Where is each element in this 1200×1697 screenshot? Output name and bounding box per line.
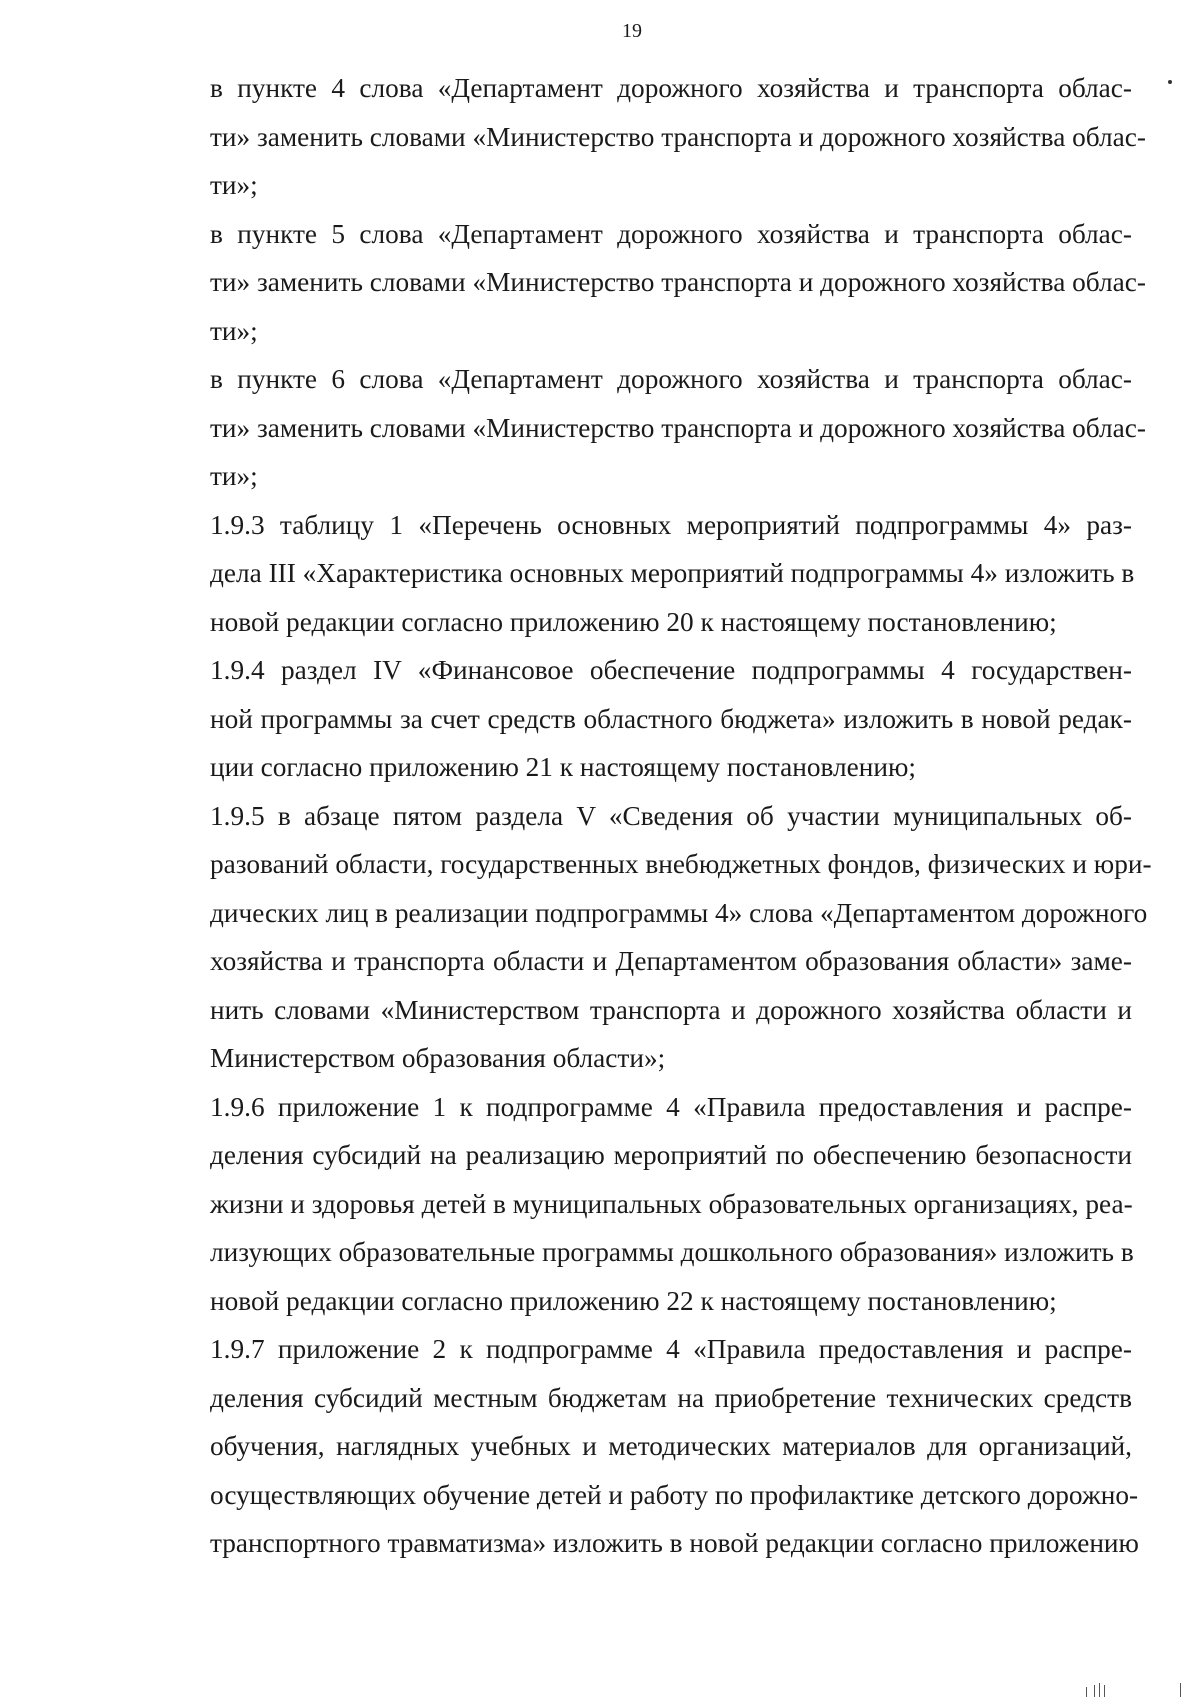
text-line: 1.9.3 таблицу 1 «Перечень основных мероприятий подпрограммы 4» раз-	[210, 509, 1132, 540]
paragraph	[142, 1325, 1139, 1568]
text-line: жизни и здоровья детей в муниципальных образовательных организациях, реа-	[210, 1188, 1133, 1219]
text-line: деления субсидий на реализацию мероприятий по обеспечению безопасности	[210, 1140, 1132, 1170]
document-body	[142, 64, 1152, 1568]
text-line: ти» заменить словами «Министерство транспорта и дорожного хозяйства облас-	[210, 267, 1146, 297]
text-line: ти» заменить словами «Министерство транспорта и дорожного хозяйства облас-	[210, 412, 1146, 443]
text-line: ции согласно приложению 21 к настоящему постановлению;	[210, 752, 916, 782]
text-line: лизующих образовательные программы дошкольного образования» изложить в	[210, 1237, 1134, 1267]
text-line: 1.9.5 в абзаце пятом раздела V «Сведения об участии муниципальных об-	[210, 800, 1132, 831]
text-line: новой редакции согласно приложению 20 к настоящему постановлению;	[210, 606, 1057, 637]
text-line: деления субсидий местным бюджетам на приобретение технических средств	[210, 1382, 1132, 1413]
text-line: новой редакции согласно приложению 22 к настоящему постановлению;	[210, 1285, 1057, 1316]
text-line: обучения, наглядных учебных и методических материалов для организаций,	[210, 1431, 1132, 1461]
paragraph	[142, 646, 1132, 792]
text-line: ти»;	[210, 315, 258, 346]
text-line: ной программы за счет средств областного бюджета» изложить в новой редак-	[210, 703, 1132, 734]
text-line: ти»;	[210, 461, 258, 491]
paragraph	[142, 792, 1152, 1083]
text-line: 1.9.7 приложение 2 к подпрограмме 4 «Правила предоставления и распре-	[210, 1334, 1132, 1364]
text-line: хозяйства и транспорта области и Департаментом образования области» заме-	[210, 946, 1132, 976]
text-line: ти»;	[210, 170, 258, 200]
paragraph	[142, 64, 1146, 210]
page-number: 19	[622, 20, 642, 42]
text-line: дела III «Характеристика основных мероприятий подпрограммы 4» изложить в	[210, 558, 1135, 588]
text-line: нить словами «Министерством транспорта и дорожного хозяйства области и	[210, 994, 1132, 1025]
scan-edge-marks	[1086, 1680, 1186, 1697]
text-line: в пункте 4 слова «Департамент дорожного хозяйства и транспорта облас-	[210, 73, 1132, 103]
text-line: разований области, государственных внебюджетных фондов, физических и юри-	[210, 849, 1152, 879]
margin-dot	[1168, 80, 1172, 84]
paragraph	[142, 355, 1146, 501]
paragraph	[142, 1083, 1132, 1326]
paragraph	[142, 501, 1135, 647]
text-line: транспортного травматизма» изложить в новой редакции согласно приложению	[210, 1528, 1139, 1558]
text-line: дических лиц в реализации подпрограммы 4» слова «Департаментом дорожного	[210, 897, 1148, 928]
text-line: 1.9.4 раздел IV «Финансовое обеспечение подпрограммы 4 государствен-	[210, 655, 1132, 685]
text-line: в пункте 5 слова «Департамент дорожного хозяйства и транспорта облас-	[210, 218, 1132, 249]
text-line: в пункте 6 слова «Департамент дорожного хозяйства и транспорта облас-	[210, 364, 1132, 394]
text-line: ти» заменить словами «Министерство транспорта и дорожного хозяйства облас-	[210, 121, 1146, 152]
text-line: Министерством образования области»;	[210, 1043, 666, 1073]
paragraph	[142, 210, 1146, 356]
text-line: осуществляющих обучение детей и работу по профилактике детского дорожно-	[210, 1479, 1139, 1510]
text-line: 1.9.6 приложение 1 к подпрограмме 4 «Правила предоставления и распре-	[210, 1091, 1132, 1122]
